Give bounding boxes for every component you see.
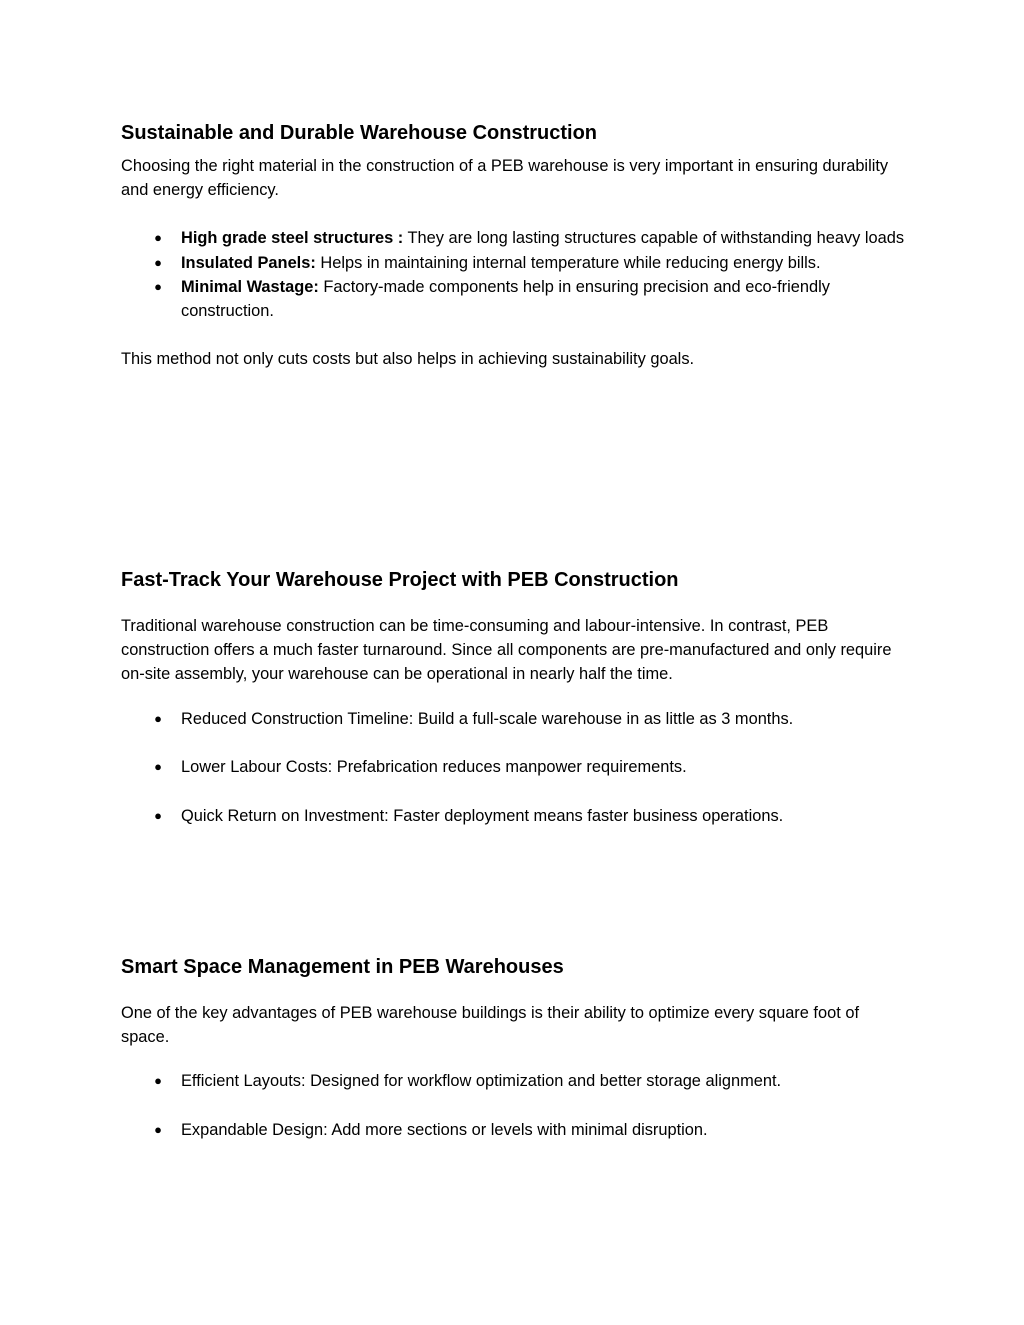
bullet-icon: ● (154, 230, 162, 246)
list-item (121, 804, 911, 828)
bullet-text: Lower Labour Costs: Prefabrication reduces manpower requirements. (181, 758, 687, 777)
bullet-term: Minimal Wastage: (181, 277, 319, 296)
bullet-icon: ● (154, 278, 162, 294)
section-intro: Traditional warehouse construction can be time-consuming and labour-intensive. In contrast, PEB construction offers a much faster turnaround. Since all components are pre-manufactured and only require on-site assembly, your warehouse can be operational in nearly half the time. (121, 617, 892, 684)
bullet-icon: ● (154, 254, 162, 270)
list-item (121, 226, 911, 250)
bullet-term: High grade steel structures : (181, 229, 404, 248)
section-sustainable-construction (121, 120, 911, 371)
bullet-list (121, 226, 911, 323)
bullet-icon: ● (154, 759, 162, 775)
section-heading: Fast-Track Your Warehouse Project with PEB Construction (121, 569, 679, 591)
section-heading: Smart Space Management in PEB Warehouses (121, 956, 564, 978)
bullet-text: Reduced Construction Timeline: Build a full-scale warehouse in as little as 3 months. (181, 709, 794, 728)
list-item (121, 707, 911, 731)
bullet-list (121, 707, 911, 829)
bullet-text: Expandable Design: Add more sections or levels with minimal disruption. (181, 1121, 708, 1140)
list-item (121, 1118, 911, 1142)
section-heading: Sustainable and Durable Warehouse Construction (121, 122, 597, 144)
section-fast-track (121, 567, 911, 828)
list-item (121, 251, 911, 275)
bullet-text: Factory-made components help in ensuring precision and eco-friendly construction. (181, 277, 830, 321)
bullet-icon: ● (154, 1122, 162, 1138)
bullet-text: They are long lasting structures capable of withstanding heavy loads (403, 229, 905, 248)
section-space-management (121, 954, 911, 1142)
section-intro: One of the key advantages of PEB warehouse buildings is their ability to optimize every square foot of space. (121, 1004, 859, 1047)
bullet-text: Helps in maintaining internal temperature while reducing energy bills. (315, 253, 821, 272)
section-closing: This method not only cuts costs but also helps in achieving sustainability goals. (121, 350, 695, 369)
bullet-icon: ● (154, 1073, 162, 1089)
bullet-list (121, 1069, 911, 1142)
list-item (121, 275, 911, 323)
bullet-text: Quick Return on Investment: Faster deployment means faster business operations. (181, 807, 784, 826)
bullet-term: Insulated Panels: (181, 253, 316, 272)
bullet-text: Efficient Layouts: Designed for workflow optimization and better storage alignment. (181, 1072, 782, 1091)
list-item (121, 1069, 911, 1093)
bullet-icon: ● (154, 710, 162, 726)
list-item (121, 755, 911, 779)
section-intro: Choosing the right material in the construction of a PEB warehouse is very important in ensuring durability and energy efficiency. (121, 157, 889, 200)
bullet-icon: ● (154, 808, 162, 824)
